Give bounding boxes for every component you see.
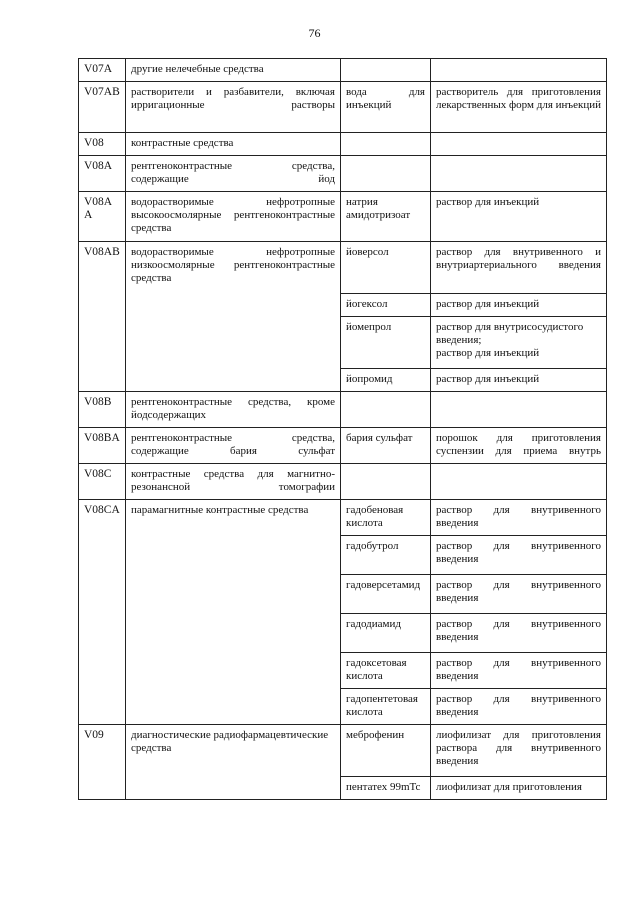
drug-name: меброфенин — [341, 725, 431, 777]
drug-name: йомепрол — [341, 317, 431, 369]
table-row — [79, 464, 607, 500]
dosage-form — [431, 392, 607, 428]
atc-code: V08AB — [79, 242, 126, 392]
drug-name: йопромид — [341, 369, 431, 392]
table-row — [79, 392, 607, 428]
dosage-form: порошок для приготовления суспензии для приема внутрь — [431, 428, 607, 464]
table-row — [79, 500, 607, 536]
group-name: парамагнитные контрастные средства — [126, 500, 341, 725]
atc-code: V08A — [79, 156, 126, 192]
drug-name: гадобеновая кислота — [341, 500, 431, 536]
drug-name — [341, 392, 431, 428]
table-row — [79, 156, 607, 192]
atc-drug-table — [78, 58, 607, 800]
atc-code: V08B — [79, 392, 126, 428]
dosage-form: раствор для внутривенного и внутриартериального введения — [431, 242, 607, 294]
drug-name: йоверсол — [341, 242, 431, 294]
table-row — [79, 242, 607, 294]
drug-name — [341, 464, 431, 500]
drug-name: гадоверсетамид — [341, 575, 431, 614]
drug-name — [341, 133, 431, 156]
group-name: рентгеноконтрастные средства, кроме йодсодержащих — [126, 392, 341, 428]
dosage-form: раствор для внутривенного введения — [431, 500, 607, 536]
dosage-form — [431, 133, 607, 156]
atc-code: V07AB — [79, 82, 126, 133]
group-name: контрастные средства для магнитно-резонансной томографии — [126, 464, 341, 500]
atc-code: V08 — [79, 133, 126, 156]
dosage-form: раствор для внутривенного введения — [431, 689, 607, 725]
group-name: рентгеноконтрастные средства, содержащие бария сульфат — [126, 428, 341, 464]
dosage-form: раствор для внутривенного введения — [431, 653, 607, 689]
group-name: другие нелечебные средства — [126, 59, 341, 82]
group-name: растворители и разбавители, включая ирригационные растворы — [126, 82, 341, 133]
dosage-form — [431, 464, 607, 500]
atc-code: V07A — [79, 59, 126, 82]
page-number: 76 — [308, 26, 321, 40]
drug-name: гадобутрол — [341, 536, 431, 575]
dosage-form: раствор для внутривенного введения — [431, 575, 607, 614]
drug-name: пентатех 99mTc — [341, 777, 431, 800]
atc-code: V08AA — [79, 192, 126, 242]
drug-name: гадодиамид — [341, 614, 431, 653]
group-name: водорастворимые нефротропные низкоосмолярные рентгеноконтрастные средства — [126, 242, 341, 392]
dosage-form — [431, 59, 607, 82]
dosage-form: раствор для инъекций — [431, 369, 607, 392]
dosage-form: лиофилизат для приготовления — [431, 777, 607, 800]
drug-name — [341, 59, 431, 82]
table-row — [79, 133, 607, 156]
group-name: контрастные средства — [126, 133, 341, 156]
group-name: диагностические радиофармацевтические средства — [126, 725, 341, 800]
atc-code: V08BA — [79, 428, 126, 464]
dosage-form: раствор для инъекций — [431, 294, 607, 317]
table-row — [79, 192, 607, 242]
drug-name: гадоксетовая кислота — [341, 653, 431, 689]
dosage-form-line: раствор для инъекций — [436, 347, 540, 359]
table-row — [79, 428, 607, 464]
group-name: рентгеноконтрастные средства, содержащие йод — [126, 156, 341, 192]
atc-code: V09 — [79, 725, 126, 800]
drug-name: бария сульфат — [341, 428, 431, 464]
drug-name: натрия амидотризоат — [341, 192, 431, 242]
dosage-form: раствор для инъекций — [431, 192, 607, 242]
table-row — [79, 59, 607, 82]
dosage-form-line: раствор для внутрисосудистого введения; — [436, 321, 584, 346]
dosage-form: растворитель для приготовления лекарственных форм для инъекций — [431, 82, 607, 133]
atc-code: V08C — [79, 464, 126, 500]
table-row — [79, 725, 607, 777]
dosage-form: раствор для внутривенного введения — [431, 614, 607, 653]
drug-name: гадопентетовая кислота — [341, 689, 431, 725]
group-name: водорастворимые нефротропные высокоосмолярные рентгеноконтрастные средства — [126, 192, 341, 242]
table-row — [79, 82, 607, 133]
dosage-form — [431, 156, 607, 192]
atc-code: V08CA — [79, 500, 126, 725]
dosage-form: лиофилизат для приготовления раствора для внутривенного введения — [431, 725, 607, 777]
drug-name — [341, 156, 431, 192]
drug-name: йогексол — [341, 294, 431, 317]
drug-name: вода для инъекций — [341, 82, 431, 133]
dosage-form — [431, 317, 607, 369]
dosage-form: раствор для внутривенного введения — [431, 536, 607, 575]
